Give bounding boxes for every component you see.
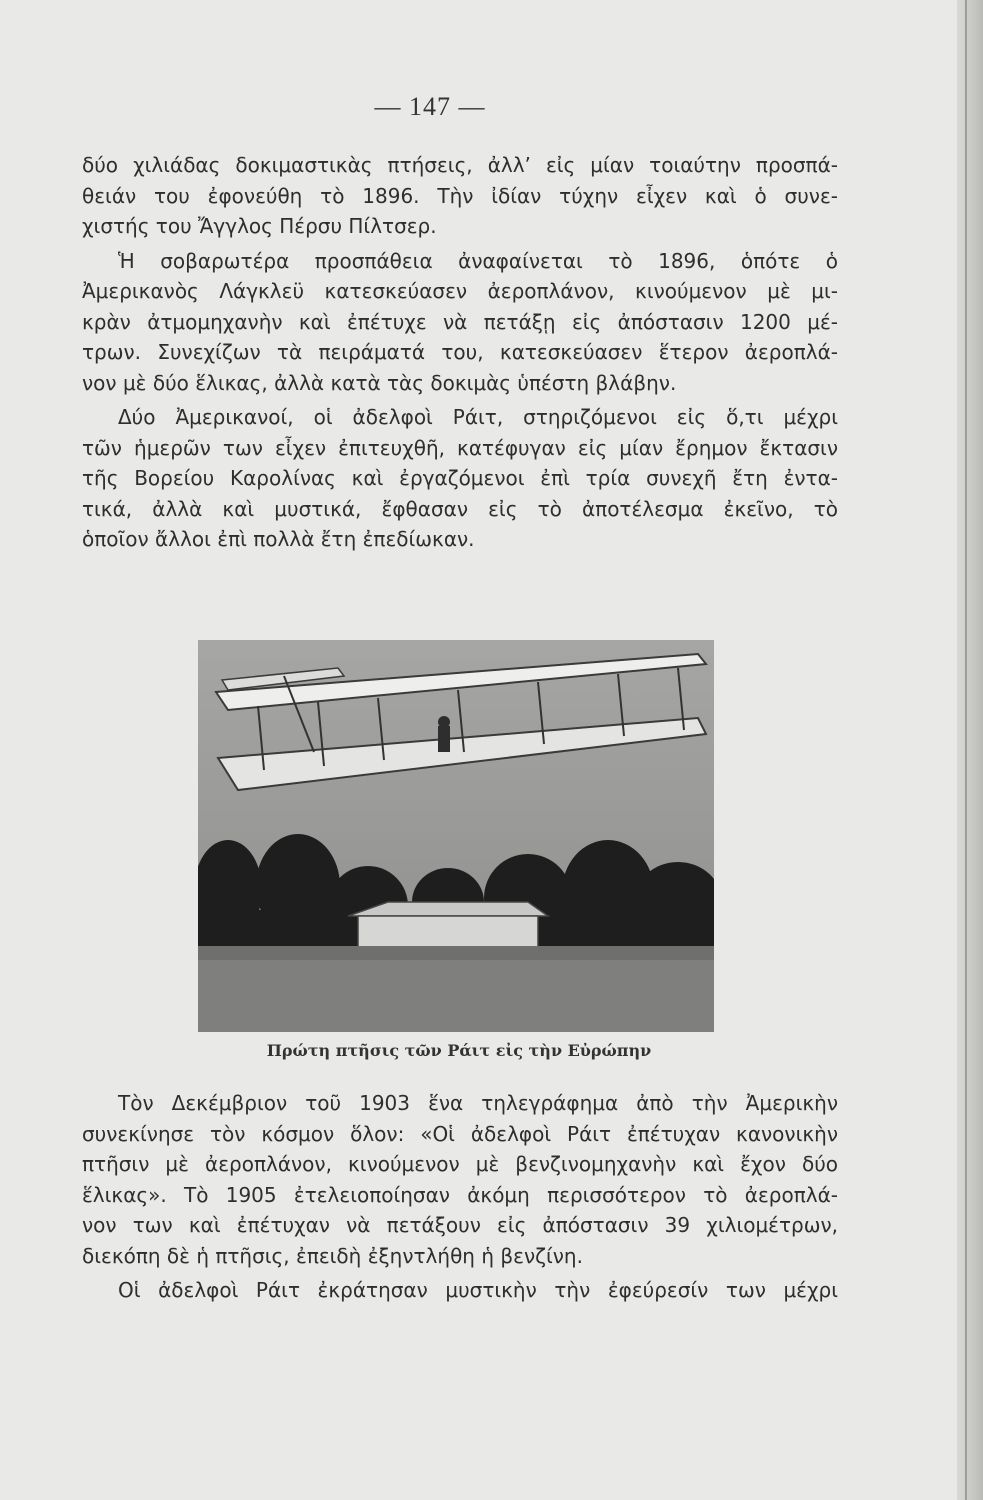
top-text-block (82, 150, 838, 555)
text-line: νον μὲ δύο ἕλικας, ἀλλὰ κατὰ τὰς δοκιμὰς ὑπέστη βλάβην. (82, 370, 677, 395)
airplane-photo (198, 640, 714, 1032)
text-line: χιστής του Ἄγγλος Πέρσυ Πίλτσερ. (82, 214, 437, 238)
text-line: νον των καὶ ἐπέτυχαν νὰ πετάξουν εἰς ἀπόστασιν 39 χιλιομέτρων, (82, 1213, 838, 1237)
text-line: τρων. Συνεχίζων τὰ πειράματά του, κατεσκεύασεν ἕτερον ἀεροπλά- (82, 340, 838, 364)
text-line: Δύο Ἀμερικανοί, οἱ ἀδελφοὶ Ράιτ, στηριζόμενοι εἰς ὅ,τι μέχρι (118, 405, 838, 429)
page-number: — 147 — (374, 92, 486, 121)
text-line: δύο χιλιάδας δοκιμαστικὰς πτήσεις, ἀλλ’ εἰς μίαν τοιαύτην προσπά- (82, 153, 838, 177)
text-line: κρὰν ἀτμομηχανὴν καὶ ἐπέτυχε νὰ πετάξῃ εἰς ἀπόστασιν 1200 μέ- (82, 309, 838, 334)
figure-caption: Πρώτη πτῆσις τῶν Ράιτ εἰς τὴν Εὐρώπην (266, 1041, 652, 1060)
text-line: θειάν του ἐφονεύθη τὸ 1896. Τὴν ἰδίαν τύχην εἶχεν καὶ ὁ συνε- (82, 183, 838, 208)
text-line: Οἱ ἀδελφοὶ Ράιτ ἐκράτησαν μυστικὴν τὴν ἐφεύρεσίν των μέχρι (118, 1278, 838, 1302)
text-line: συνεκίνησε τὸν κόσμον ὅλον: «Οἱ ἀδελφοὶ Ράιτ ἐπέτυχαν κανονικὴν (82, 1121, 838, 1146)
text-line: τῆς Βορείου Καρολίνας καὶ ἐργαζόμενοι ἐπὶ τρία συνεχῆ ἔτη ἐντα- (82, 466, 838, 490)
text-line: πτῆσιν μὲ ἀεροπλάνον, κινούμενον μὲ βενζινομηχανὴν καὶ ἔχον δύο (82, 1152, 838, 1176)
text-line: Ἡ σοβαρωτέρα προσπάθεια ἀναφαίνεται τὸ 1896, ὁπότε ὁ (118, 248, 838, 273)
page-edge (957, 0, 983, 1500)
biplane-illustration (198, 640, 714, 1032)
page-binding-line (965, 0, 967, 1500)
text-line: τικά, ἀλλὰ καὶ μυστικά, ἔφθασαν εἰς τὸ ἀποτέλεσμα ἐκεῖνο, τὸ (82, 496, 838, 521)
text-line: ὁποῖον ἄλλοι ἐπὶ πολλὰ ἔτη ἐπεδίωκαν. (82, 527, 475, 551)
text-line: Τὸν Δεκέμβριον τοῦ 1903 ἕνα τηλεγράφημα ἀπὸ τὴν Ἀμερικὴν (118, 1091, 838, 1115)
text-line: διεκόπη δὲ ἡ πτῆσις, ἐπειδὴ ἐξηντλήθη ἡ βενζίνη. (82, 1243, 583, 1268)
text-line: ἕλικας». Τὸ 1905 ἐτελειοποίησαν ἀκόμη περισσότερον τὸ ἀεροπλά- (82, 1182, 838, 1207)
text-line: Ἀμερικανὸς Λάγκλεϋ κατεσκεύασεν ἀεροπλάνον, κινούμενον μὲ μι- (82, 279, 838, 303)
bottom-text-block (82, 1088, 838, 1306)
text-line: τῶν ἡμερῶν των εἶχεν ἐπιτευχθῆ, κατέφυγαν εἰς μίαν ἔρημον ἔκτασιν (82, 435, 838, 460)
